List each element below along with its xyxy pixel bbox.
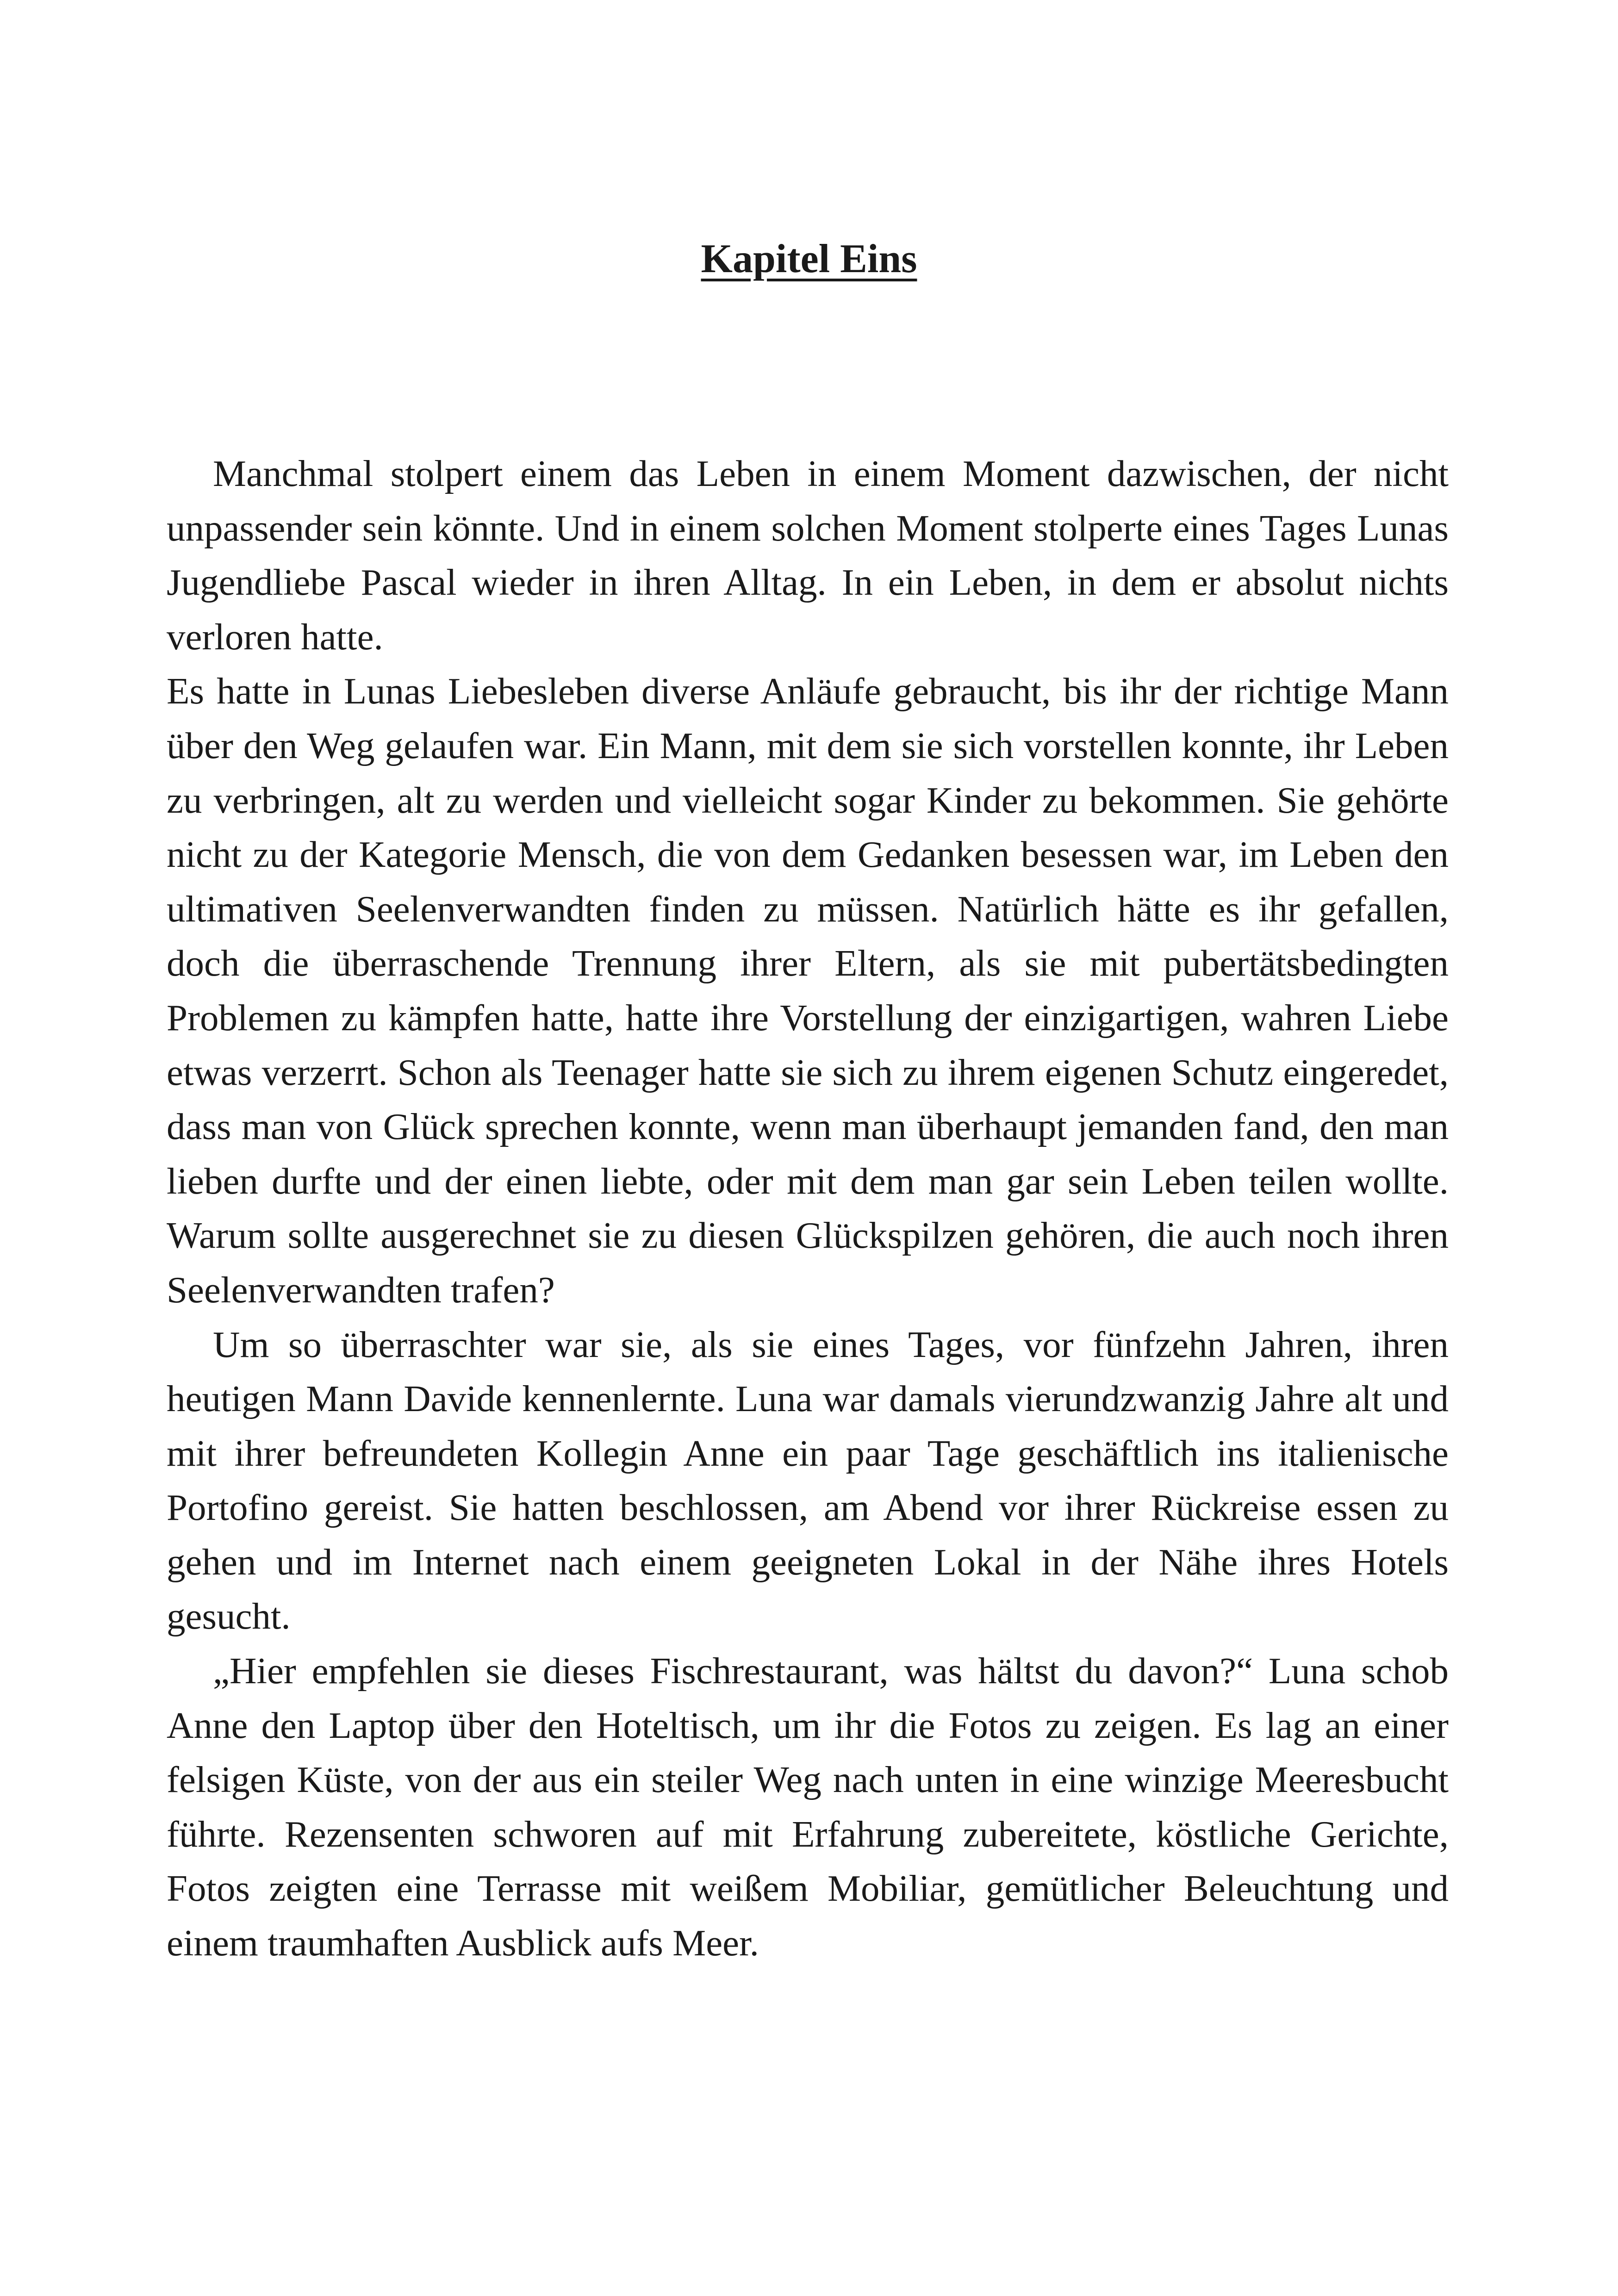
chapter-title: Kapitel Eins [701, 236, 917, 281]
chapter-body [167, 447, 1449, 1971]
paragraph-3: Um so überraschter war sie, als sie eines Tages, vor fünfzehn Jahren, ihren heutigen Mann Davide kennenlernte. Luna war damals vierundzwanzig Jahre alt und mit ihrer befreundeten Kollegin Anne ein paar Tage geschäftlich ins italienische Portofino gereist. Sie hatten beschlossen, am Abend vor ihrer Rückreise essen zu gehen und im Internet nach einem geeigneten Lokal in der Nähe ihres Hotels gesucht. [167, 1323, 1449, 1637]
paragraph-2: Es hatte in Lunas Liebesleben diverse Anläufe gebraucht, bis ihr der richtige Mann über den Weg gelaufen war. Ein Mann, mit dem sie sich vorstellen konnte, ihr Leben zu verbringen, alt zu werden und vielleicht sogar Kinder zu bekommen. Sie gehörte nicht zu der Kategorie Mensch, die von dem Gedanken besessen war, im Leben den ultimativen Seelenverwandten finden zu müssen. Natürlich hätte es ihr gefallen, doch die überraschende Trennung ihrer Eltern, als sie mit pubertätsbedingten Problemen zu kämpfen hatte, hatte ihre Vorstellung der einzigartigen, wahren Liebe etwas verzerrt. Schon als Teenager hatte sie sich zu ihrem eigenen Schutz eingeredet, dass man von Glück sprechen konnte, wenn man überhaupt jemanden fand, den man lieben durfte und der einen liebte, oder mit dem man gar sein Leben teilen wollte. Warum sollte ausgerechnet sie zu diesen Glückspilzen gehören, die auch noch ihren Seelenverwandten trafen? [167, 670, 1449, 1311]
paragraph-1: Manchmal stolpert einem das Leben in einem Moment dazwischen, der nicht unpassender sein könnte. Und in einem solchen Moment stolperte eines Tages Lunas Jugendliebe Pascal wieder in ihren Alltag. In ein Leben, in dem er absolut nichts verloren hatte. [167, 453, 1449, 658]
paragraph-4: „Hier empfehlen sie dieses Fischrestaurant, was hältst du davon?“ Luna schob Anne den Laptop über den Hoteltisch, um ihr die Fotos zu zeigen. Es lag an einer felsigen Küste, von der aus ein steiler Weg nach unten in eine winzige Meeresbucht führte. Rezensenten schworen auf mit Erfahrung zubereitete, köstliche Gerichte, Fotos zeigten eine Terrasse mit weißem Mobiliar, gemütlicher Beleuchtung und einem traumhaften Ausblick aufs Meer. [167, 1650, 1449, 1964]
